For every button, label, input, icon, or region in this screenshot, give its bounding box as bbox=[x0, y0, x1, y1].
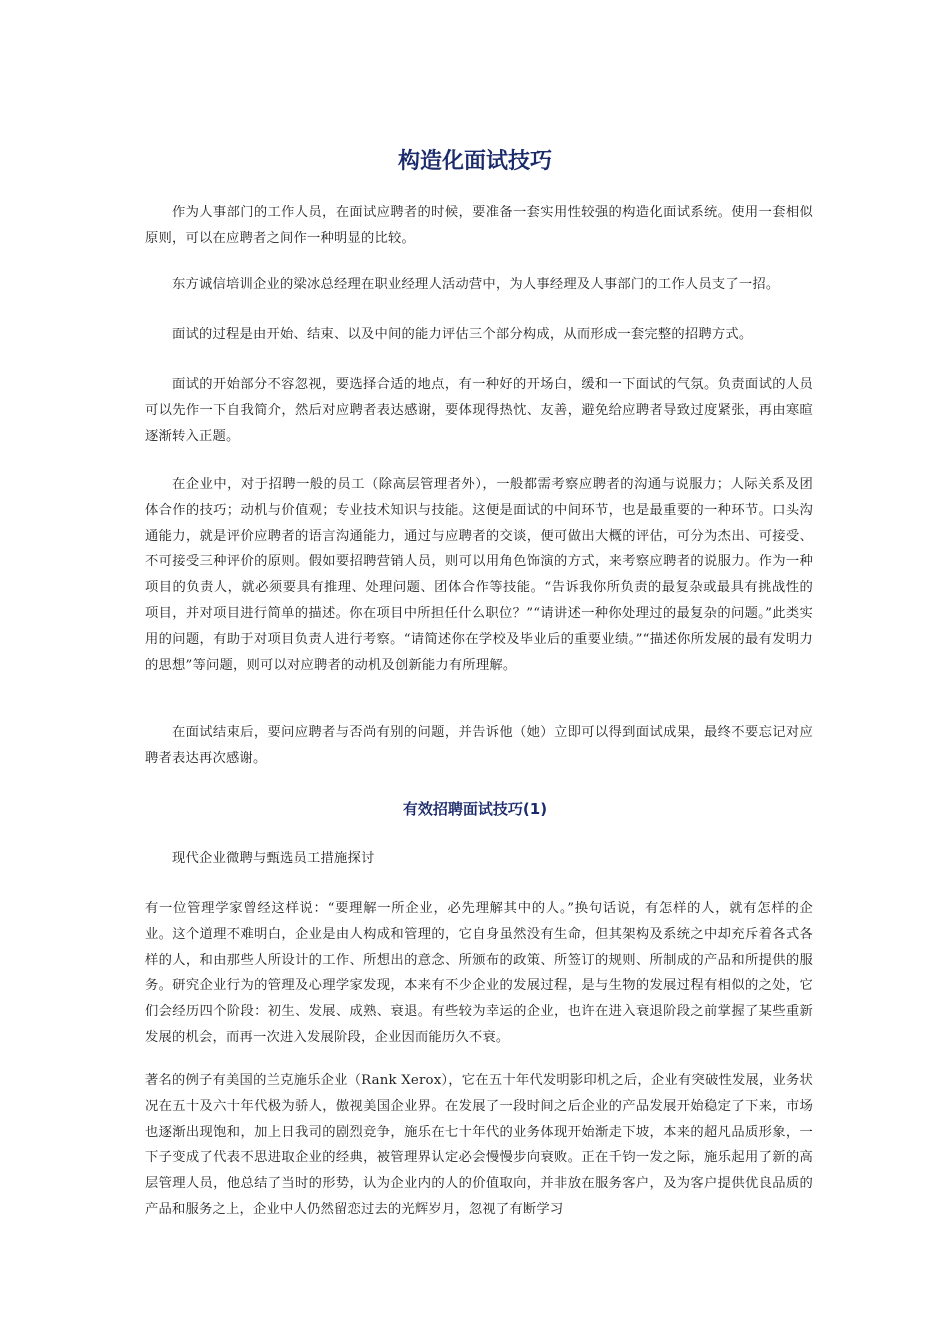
paragraph: 著名的例子有美国的兰克施乐企业（Rank Xerox），它在五十年代发明影印机之后，企业有突破性发展，业务状况在五十及六十年代极为骄人，傲视美国企业界。在发展了一段时间之后企业的产品发展开始稳定了下来，市场也逐渐出现饱和，加上日我司的剧烈竞争，施乐在七十年代的业务体现开始渐走下坡，本来的超凡品质形象，一下子变成了代表不思进取企业的经典，被管理界认定必会慢慢步向衰败。正在千钧一发之际，施乐起用了新的高层管理人员，他总结了当时的形势，认为企业内的人的价值取向，并非放在服务客户，及为客户提供优良品质的产品和服务之上，企业中人仍然留恋过去的光辉岁月，忽视了有断学习 bbox=[145, 1073, 813, 1217]
paragraph: 在面试结束后，要问应聘者与否尚有别的问题，并告诉他（她）立即可以得到面试成果，最终不要忘记对应聘者表达再次感谢。 bbox=[145, 725, 813, 766]
document-title: 构造化面试技巧 bbox=[397, 149, 552, 174]
section-intro: 现代企业微聘与甄选员工措施探讨 bbox=[172, 851, 375, 866]
paragraph: 在企业中，对于招聘一般的员工（除高层管理者外），一般都需考察应聘者的沟通与说服力；人际关系及团体合作的技巧；动机与价值观；专业技术知识与技能。这便是面试的中间环节，也是最重要的一种环节。口头沟通能力，就是评价应聘者的语言沟通能力，通过与应聘者的交谈，便可做出大概的评估，可分为杰出、可接受、不可接受三种评价的原则。假如要招聘营销人员，则可以用角色饰演的方式，来考察应聘者的说服力。作为一种项目的负责人，就必须要具有推理、处理问题、团体合作等技能。“告诉我你所负责的最复杂或最具有挑战性的项目，并对项目进行简单的描述。你在项目中所担任什么职位？”“请讲述一种你处理过的最复杂的问题。”此类实用的问题，有助于对项目负责人进行考察。“请简述你在学校及毕业后的重要业绩。”“描述你所发展的最有发明力的思想”等问题，则可以对应聘者的动机及创新能力有所理解。 bbox=[145, 477, 813, 673]
paragraph: 面试的过程是由开始、结束、以及中间的能力评估三个部分构成，从而形成一套完整的招聘方式。 bbox=[172, 327, 753, 342]
paragraph: 有一位管理学家曾经这样说：“要理解一所企业，必先理解其中的人。”换句话说，有怎样的人，就有怎样的企业。这个道理不难明白，企业是由人构成和管理的，它自身虽然没有生命，但其架构及系统之中却充斥着各式各样的人，和由那些人所设计的工作、所想出的意念、所颁布的政策、所签订的规则、所制成的产品和所提供的服务。研究企业行为的管理及心理学家发现，本来有不少企业的发展过程，是与生物的发展过程有相似的之处，它们会经历四个阶段：初生、发展、成熟、衰退。有些较为幸运的企业，也许在进入衰退阶段之前掌握了某些重新发展的机会，而再一次进入发展阶段，企业因而能历久不衰。 bbox=[145, 901, 813, 1045]
paragraph: 面试的开始部分不容忽视，要选择合适的地点，有一种好的开场白，缓和一下面试的气氛。负责面试的人员可以先作一下自我简介，然后对应聘者表达感谢，要体现得热忱、友善，避免给应聘者导致过度紧张，再由寒暄逐渐转入正题。 bbox=[145, 377, 813, 444]
paragraph: 东方诚信培训企业的梁冰总经理在职业经理人活动营中，为人事经理及人事部门的工作人员支了一招。 bbox=[172, 277, 780, 292]
section-heading: 有效招聘面试技巧(1) bbox=[402, 800, 548, 818]
paragraph: 作为人事部门的工作人员，在面试应聘者的时候，要准备一套实用性较强的构造化面试系统。使用一套相似原则，可以在应聘者之间作一种明显的比较。 bbox=[145, 205, 813, 246]
